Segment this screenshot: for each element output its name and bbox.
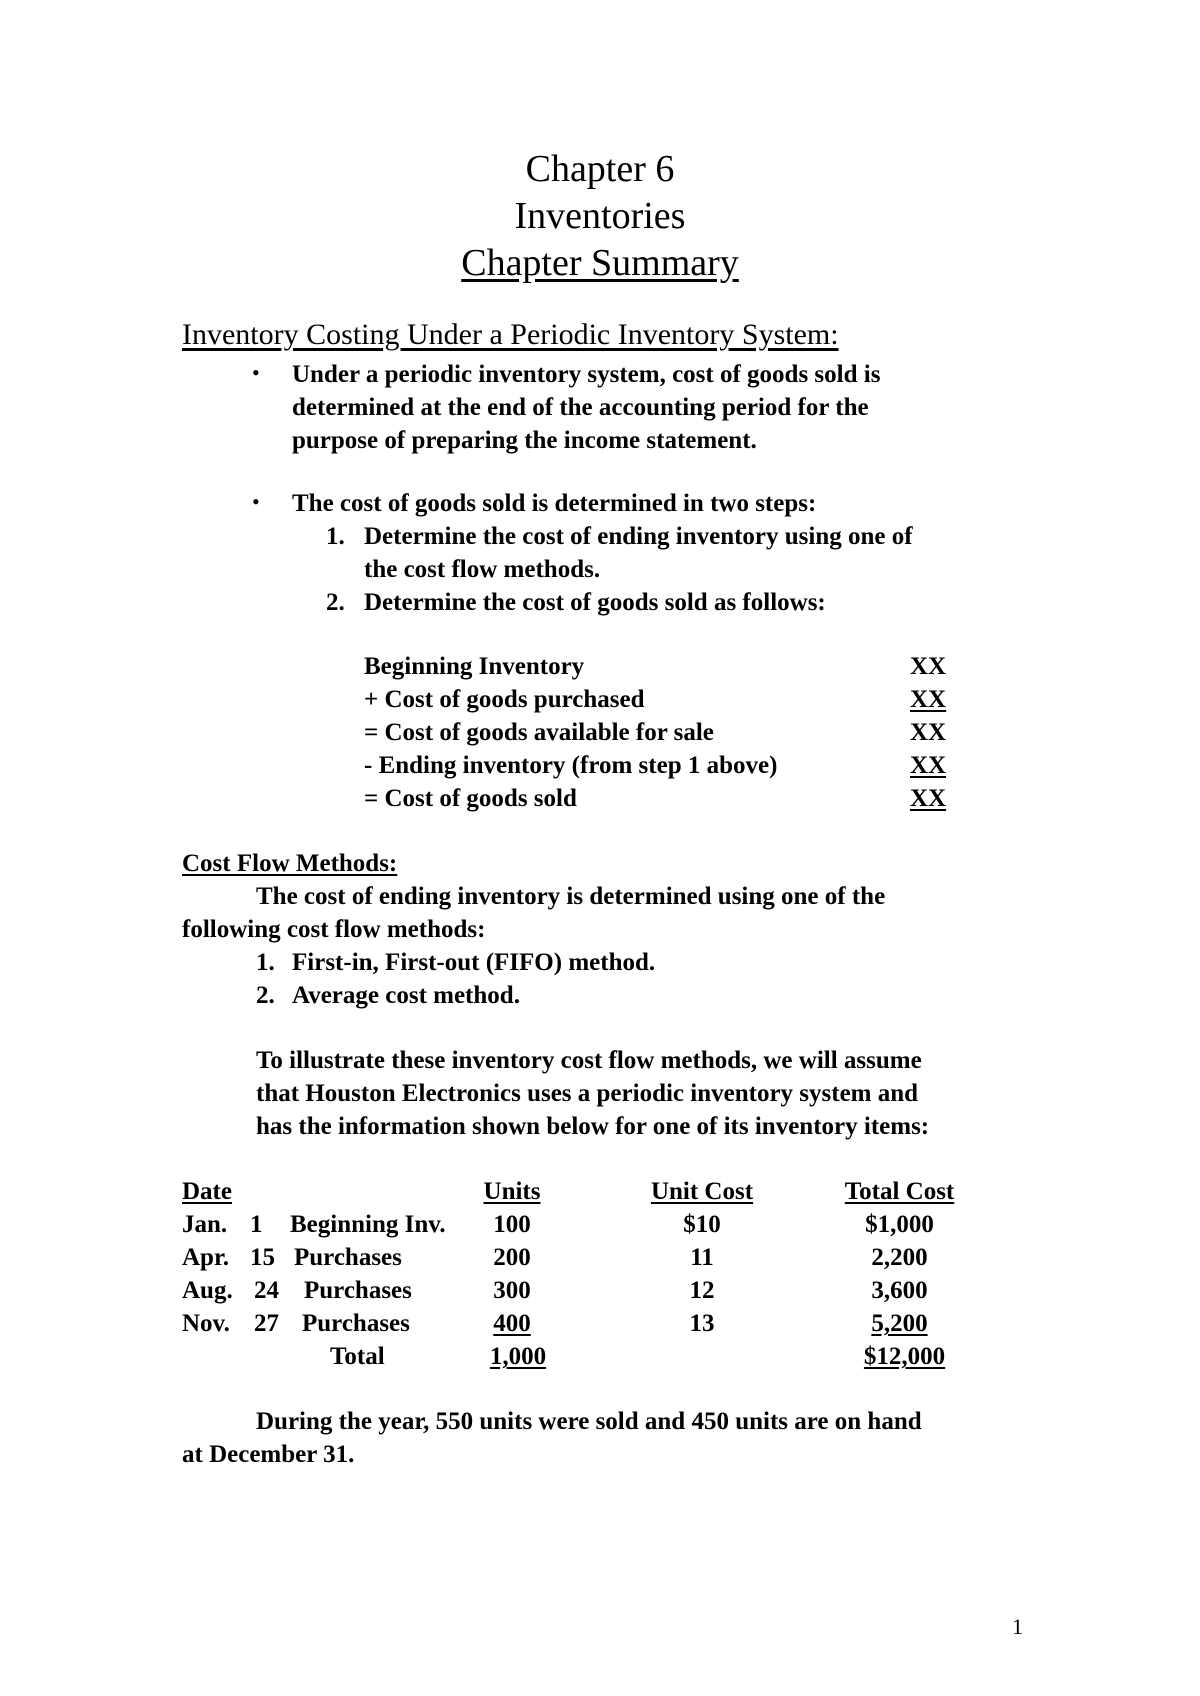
closing-line2: at December 31.: [182, 1441, 355, 1468]
header-total-cost: Total Cost: [844, 1178, 955, 1205]
cost-flow-intro-line2: following cost flow methods:: [182, 916, 486, 943]
header-date: Date: [182, 1178, 232, 1205]
illustration-paragraph: To illustrate these inventory cost flow methods, we will assume that Houston Electronics uses a periodic inventory system and has the information shown below for one of its inventory items:: [256, 1047, 930, 1140]
total-units: 1,000: [489, 1343, 547, 1370]
total-label: Total: [330, 1343, 385, 1370]
calc-row: + Cost of goods purchased XX: [364, 686, 947, 713]
step-2-number: 2.: [326, 589, 345, 616]
calc-row: - Ending inventory (from step 1 above) XX: [364, 752, 947, 779]
cost-flow-intro-line1: The cost of ending inventory is determined using one of the: [256, 883, 886, 910]
method-1-text: First-in, First-out (FIFO) method.: [292, 949, 656, 976]
section-heading-periodic: Inventory Costing Under a Periodic Inventory System:: [182, 318, 839, 351]
calc-row: Beginning Inventory XX: [364, 653, 947, 680]
total-cost: $12,000: [863, 1343, 946, 1370]
page-number: 1: [1012, 1614, 1023, 1639]
table-row: Nov. 27 Purchases 400 13 5,200: [182, 1310, 928, 1337]
header-units: Units: [483, 1178, 541, 1205]
step-1-number: 1.: [326, 523, 345, 550]
chapter-subtitle: Chapter Summary: [461, 242, 739, 284]
header-unit-cost: Unit Cost: [650, 1178, 754, 1205]
method-2-text: Average cost method.: [292, 982, 520, 1009]
bullet2-text: The cost of goods sold is determined in two steps:: [292, 490, 817, 517]
method-1-number: 1.: [256, 949, 275, 976]
table-row: Aug. 24 Purchases 300 12 3,600: [182, 1277, 928, 1304]
table-total-row: [182, 1340, 982, 1373]
method-2-number: 2.: [256, 982, 275, 1009]
table-row: Apr. 15 Purchases 200 11 2,200: [182, 1244, 928, 1271]
step-2-text: Determine the cost of goods sold as follows:: [364, 589, 826, 616]
bullet-icon: •: [252, 489, 260, 514]
chapter-name: Inventories: [514, 195, 686, 237]
bullet-icon: •: [252, 360, 260, 385]
step-1-text: Determine the cost of ending inventory using one of the cost flow methods.: [364, 523, 913, 583]
chapter-number: Chapter 6: [525, 148, 675, 190]
closing-line1: During the year, 550 units were sold and 450 units are on hand: [256, 1408, 922, 1435]
section-heading-cost-flow: Cost Flow Methods:: [182, 850, 398, 877]
table-header: [182, 1175, 982, 1208]
title-block: [0, 146, 1200, 287]
table-row: Jan. 1 Beginning Inv. 100 $10 $1,000: [182, 1211, 934, 1238]
bullet1-text: Under a periodic inventory system, cost of goods sold is determined at the end of the accounting period for the purpose of preparing the income statement.: [292, 361, 881, 454]
calc-row: = Cost of goods sold XX: [364, 785, 947, 812]
calc-row: = Cost of goods available for sale XX: [364, 719, 947, 746]
